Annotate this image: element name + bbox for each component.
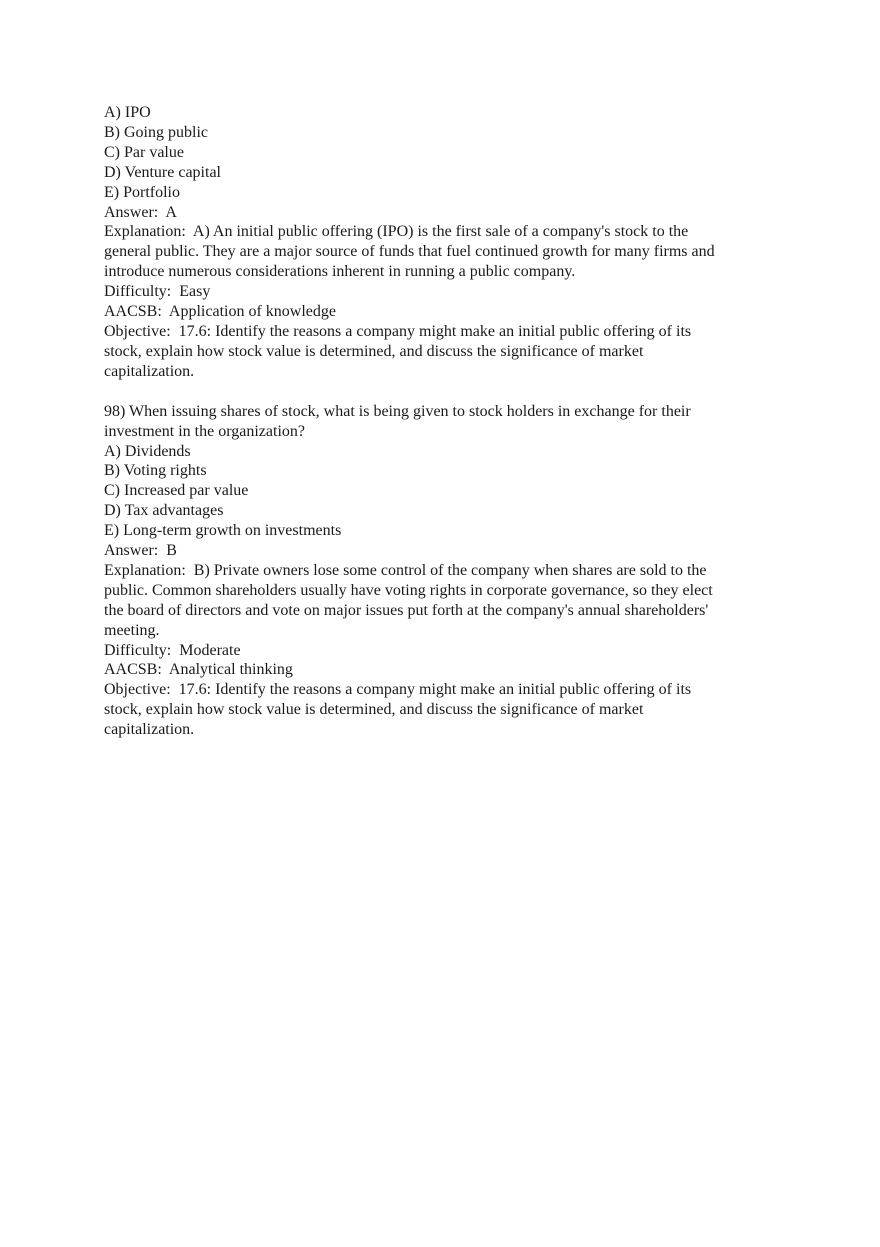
explanation-label: Explanation: <box>104 561 186 579</box>
difficulty-value: Easy <box>179 283 211 301</box>
aacsb-line <box>104 660 784 680</box>
aacsb-line <box>104 302 784 322</box>
objective-line-3: capitalization. <box>104 362 195 380</box>
explanation-line-3: introduce numerous considerations inherent in running a public company. <box>104 263 576 281</box>
explanation-label: Explanation: <box>104 223 186 241</box>
explanation-line-4: meeting. <box>104 621 160 639</box>
aacsb-label: AACSB: <box>104 661 162 679</box>
option-d: D) Venture capital <box>104 163 221 181</box>
objective-line-2: stock, explain how stock value is determined, and discuss the significance of market <box>104 342 644 360</box>
objective-line-1 <box>104 322 784 342</box>
objective-label: Objective: <box>104 322 171 340</box>
question-97-block <box>104 103 784 382</box>
option-e: E) Long-term growth on investments <box>104 522 342 540</box>
explanation-line-1 <box>104 561 784 581</box>
answer-label: Answer: <box>104 203 159 221</box>
answer-line <box>104 203 784 223</box>
option-a: A) Dividends <box>104 442 191 460</box>
explanation-line-2: public. Common shareholders usually have voting rights in corporate governance, so they elect <box>104 581 713 599</box>
difficulty-value: Moderate <box>179 641 241 659</box>
option-b: B) Voting rights <box>104 462 207 480</box>
answer-value: B <box>166 542 177 560</box>
explanation-line-3: the board of directors and vote on major issues put forth at the company's annual shareholders' <box>104 601 709 619</box>
question-text-1: 98) When issuing shares of stock, what is being given to stock holders in exchange for their <box>104 402 691 420</box>
option-c: C) Increased par value <box>104 482 249 500</box>
objective-line-2: stock, explain how stock value is determined, and discuss the significance of market <box>104 701 644 719</box>
objective-line-3: capitalization. <box>104 721 195 739</box>
explanation-text-1: B) Private owners lose some control of the company when shares are sold to the <box>193 561 707 579</box>
question-text-2: investment in the organization? <box>104 422 305 440</box>
explanation-text-1: A) An initial public offering (IPO) is the first sale of a company's stock to the <box>192 223 689 241</box>
objective-text-1: 17.6: Identify the reasons a company might make an initial public offering of its <box>178 681 692 699</box>
paragraph-gap <box>104 382 784 402</box>
difficulty-label: Difficulty: <box>104 641 172 659</box>
document-page <box>104 103 784 740</box>
option-d: D) Tax advantages <box>104 502 224 520</box>
question-98-block <box>104 402 784 740</box>
objective-text-1: 17.6: Identify the reasons a company might make an initial public offering of its <box>178 322 692 340</box>
difficulty-label: Difficulty: <box>104 283 172 301</box>
difficulty-line <box>104 282 784 302</box>
option-e: E) Portfolio <box>104 183 180 201</box>
explanation-line-2: general public. They are a major source of funds that fuel continued growth for many firms and <box>104 243 715 261</box>
option-c: C) Par value <box>104 143 184 161</box>
answer-label: Answer: <box>104 542 159 560</box>
option-a: A) IPO <box>104 104 151 121</box>
aacsb-label: AACSB: <box>104 303 162 321</box>
answer-value: A <box>165 203 177 221</box>
objective-line-1 <box>104 680 784 700</box>
objective-label: Objective: <box>104 681 171 699</box>
explanation-line-1 <box>104 222 784 242</box>
difficulty-line <box>104 641 784 661</box>
aacsb-value: Application of knowledge <box>168 303 336 321</box>
aacsb-value: Analytical thinking <box>168 661 293 679</box>
answer-line <box>104 541 784 561</box>
option-b: B) Going public <box>104 123 208 141</box>
